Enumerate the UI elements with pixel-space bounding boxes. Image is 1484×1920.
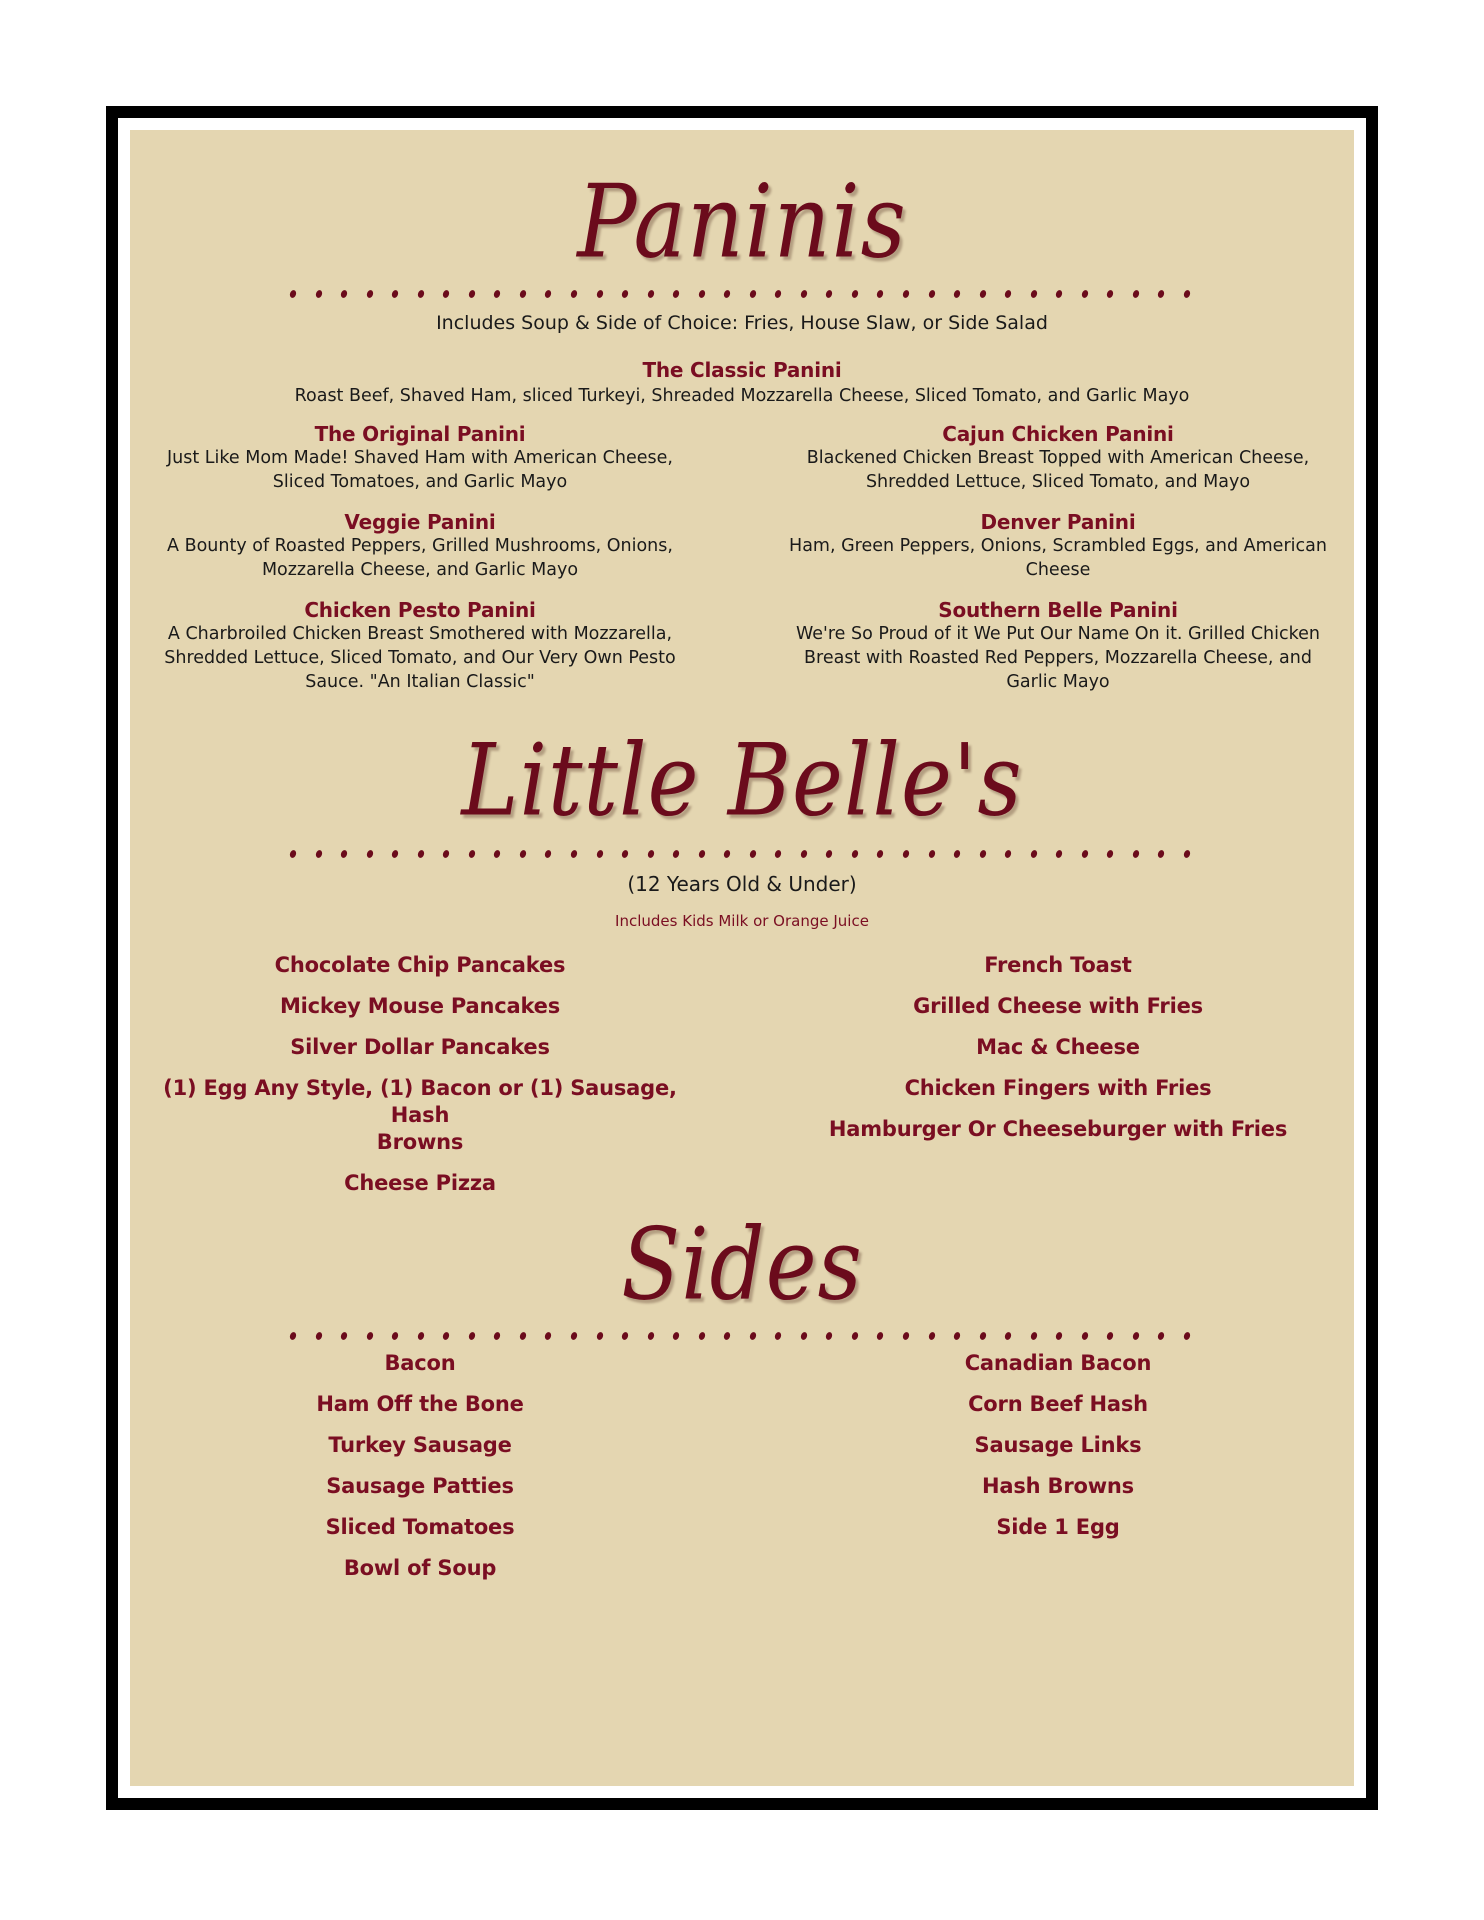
divider-dot bbox=[851, 1331, 859, 1341]
divider-dot bbox=[289, 1331, 297, 1341]
divider-dot bbox=[519, 289, 527, 299]
panini-desc: Ham, Green Peppers, Onions, Scrambled Eggs, and American bbox=[789, 536, 1327, 556]
panini-desc: A Bounty of Roasted Peppers, Grilled Mushrooms, Onions, bbox=[167, 536, 673, 556]
divider-dot bbox=[902, 289, 910, 299]
kids-menu-item: Silver Dollar Pancakes bbox=[290, 1035, 550, 1059]
divider-dot bbox=[595, 289, 603, 299]
kids-menu-item: Chocolate Chip Pancakes bbox=[274, 953, 566, 977]
divider-dot bbox=[468, 849, 476, 859]
divider-dot bbox=[1030, 289, 1038, 299]
divider-dot bbox=[1081, 849, 1089, 859]
panini-desc: Garlic Mayo bbox=[1006, 672, 1110, 692]
divider-dot bbox=[1132, 849, 1140, 859]
sides-right-column bbox=[778, 1350, 1338, 1541]
panini-desc: Sauce. "An Italian Classic" bbox=[305, 672, 535, 692]
divider-dot bbox=[340, 849, 348, 859]
side-item: Ham Off the Bone bbox=[316, 1392, 524, 1416]
panini-desc: Sliced Tomatoes, and Garlic Mayo bbox=[272, 472, 568, 492]
divider-dot bbox=[927, 849, 935, 859]
paninis-heading: Paninis bbox=[577, 162, 907, 281]
divider-dot bbox=[1132, 1331, 1140, 1341]
divider-dot bbox=[621, 1331, 629, 1341]
divider-dot bbox=[723, 289, 731, 299]
divider-dot bbox=[1081, 289, 1089, 299]
divider-dot bbox=[1030, 849, 1038, 859]
divider-dot bbox=[646, 849, 654, 859]
panini-item bbox=[140, 422, 700, 510]
panini-name: Southern Belle Panini bbox=[938, 598, 1178, 622]
divider-dot bbox=[1055, 1331, 1063, 1341]
panini-classic-desc: Roast Beef, Shaved Ham, sliced Turkeyi, Shreaded Mozzarella Cheese, Sliced Tomato, and Garlic Mayo bbox=[294, 386, 1190, 406]
kids-menu-item: Mickey Mouse Pancakes bbox=[279, 994, 561, 1018]
kids-menu-item-line: (1) Egg Any Style, (1) Bacon or (1) Sausage, Hash bbox=[163, 1076, 677, 1127]
divider-dot bbox=[953, 289, 961, 299]
divider-dot bbox=[1004, 849, 1012, 859]
panini-desc: Breast with Roasted Red Peppers, Mozzarella Cheese, and bbox=[804, 648, 1312, 668]
divider-dot bbox=[468, 1331, 476, 1341]
divider-dot bbox=[1004, 1331, 1012, 1341]
divider-dot bbox=[825, 849, 833, 859]
divider-dot bbox=[570, 849, 578, 859]
divider-dot bbox=[595, 1331, 603, 1341]
divider-dot bbox=[774, 289, 782, 299]
paninis-right-column bbox=[778, 422, 1338, 694]
divider-dot bbox=[1132, 289, 1140, 299]
kids-menu-item: French Toast bbox=[984, 953, 1132, 977]
little-belles-age-note: (12 Years Old & Under) bbox=[627, 872, 857, 896]
panini-desc: We're So Proud of it We Put Our Name On it. Grilled Chicken bbox=[795, 624, 1321, 644]
divider-dot bbox=[442, 289, 450, 299]
divider-dot bbox=[442, 849, 450, 859]
kids-menu-item: Chicken Fingers with Fries bbox=[904, 1076, 1212, 1100]
divider-dot bbox=[493, 1331, 501, 1341]
divider-dot bbox=[314, 289, 322, 299]
divider-dot bbox=[851, 849, 859, 859]
side-item: Turkey Sausage bbox=[328, 1433, 512, 1457]
divider-dot bbox=[876, 849, 884, 859]
divider-dot bbox=[1183, 1331, 1191, 1341]
divider-dot bbox=[570, 289, 578, 299]
divider-dot bbox=[1157, 1331, 1165, 1341]
side-item: Hash Browns bbox=[982, 1474, 1134, 1498]
panini-classic-name: The Classic Panini bbox=[642, 358, 842, 382]
divider-dot bbox=[417, 849, 425, 859]
panini-desc: Blackened Chicken Breast Topped with American Cheese, bbox=[806, 448, 1310, 468]
panini-name: Chicken Pesto Panini bbox=[304, 598, 536, 622]
panini-name: Denver Panini bbox=[980, 510, 1136, 534]
little-belles-drink-note: Includes Kids Milk or Orange Juice bbox=[615, 912, 869, 930]
divider-dot bbox=[493, 849, 501, 859]
panini-desc: Mozzarella Cheese, and Garlic Mayo bbox=[261, 560, 579, 580]
side-item: Sausage Patties bbox=[326, 1474, 514, 1498]
divider-dot bbox=[1081, 1331, 1089, 1341]
divider-dot bbox=[672, 289, 680, 299]
divider-dot bbox=[646, 289, 654, 299]
panini-desc: Cheese bbox=[1025, 560, 1091, 580]
panini-item bbox=[778, 422, 1338, 510]
divider-dot bbox=[314, 1331, 322, 1341]
side-item: Sliced Tomatoes bbox=[325, 1515, 515, 1539]
divider-dot bbox=[749, 849, 757, 859]
divider-dot bbox=[927, 1331, 935, 1341]
divider-dot bbox=[876, 1331, 884, 1341]
divider-dot bbox=[953, 849, 961, 859]
divider-dot bbox=[1183, 289, 1191, 299]
divider-dot bbox=[1030, 1331, 1038, 1341]
side-item: Corn Beef Hash bbox=[968, 1392, 1148, 1416]
divider-dot bbox=[340, 289, 348, 299]
little-belles-right-column bbox=[778, 952, 1338, 1143]
divider-dot bbox=[672, 1331, 680, 1341]
side-item: Bacon bbox=[384, 1351, 456, 1375]
divider-dot bbox=[595, 849, 603, 859]
divider-dot bbox=[493, 289, 501, 299]
kids-menu-item: Mac & Cheese bbox=[976, 1035, 1140, 1059]
paninis-left-column bbox=[140, 422, 700, 694]
divider-dot bbox=[1183, 849, 1191, 859]
divider-dot bbox=[697, 1331, 705, 1341]
divider-dot bbox=[800, 849, 808, 859]
divider-dot bbox=[621, 289, 629, 299]
kids-menu-item: Cheese Pizza bbox=[344, 1171, 496, 1195]
divider-dot bbox=[1055, 289, 1063, 299]
divider-dot bbox=[289, 849, 297, 859]
divider-dot bbox=[927, 289, 935, 299]
divider-dot bbox=[621, 849, 629, 859]
divider-dot bbox=[749, 289, 757, 299]
divider-dot bbox=[1157, 849, 1165, 859]
divider-dot bbox=[876, 289, 884, 299]
divider-dot bbox=[672, 849, 680, 859]
divider-dot bbox=[697, 289, 705, 299]
little-belles-heading: Little Belle's bbox=[461, 723, 1023, 839]
side-item: Sausage Links bbox=[974, 1433, 1142, 1457]
sides-left-column bbox=[140, 1350, 700, 1582]
paninis-dotted-divider bbox=[290, 290, 1190, 302]
divider-dot bbox=[365, 1331, 373, 1341]
divider-dot bbox=[544, 289, 552, 299]
divider-dot bbox=[1004, 289, 1012, 299]
little-belles-dotted-divider bbox=[290, 850, 1190, 862]
panini-item bbox=[778, 598, 1338, 694]
divider-dot bbox=[417, 289, 425, 299]
divider-dot bbox=[774, 1331, 782, 1341]
panini-name: Veggie Panini bbox=[344, 510, 496, 534]
divider-dot bbox=[289, 289, 297, 299]
divider-dot bbox=[365, 289, 373, 299]
divider-dot bbox=[825, 289, 833, 299]
divider-dot bbox=[800, 289, 808, 299]
divider-dot bbox=[953, 1331, 961, 1341]
divider-dot bbox=[442, 1331, 450, 1341]
side-item: Canadian Bacon bbox=[964, 1351, 1152, 1375]
paninis-includes-note: Includes Soup & Side of Choice: Fries, House Slaw, or Side Salad bbox=[436, 312, 1048, 334]
side-item: Side 1 Egg bbox=[996, 1515, 1120, 1539]
kids-menu-item: Grilled Cheese with Fries bbox=[913, 994, 1203, 1018]
divider-dot bbox=[544, 1331, 552, 1341]
divider-dot bbox=[902, 1331, 910, 1341]
panini-desc: A Charbroiled Chicken Breast Smothered with Mozzarella, bbox=[167, 624, 673, 644]
divider-dot bbox=[646, 1331, 654, 1341]
side-item: Bowl of Soup bbox=[343, 1556, 497, 1580]
panini-desc: Shredded Lettuce, Sliced Tomato, and Our Very Own Pesto bbox=[164, 648, 676, 668]
panini-name: Cajun Chicken Panini bbox=[942, 422, 1174, 446]
panini-item bbox=[140, 598, 700, 694]
divider-dot bbox=[519, 1331, 527, 1341]
divider-dot bbox=[1106, 1331, 1114, 1341]
panini-item bbox=[778, 510, 1338, 598]
divider-dot bbox=[749, 1331, 757, 1341]
kids-menu-item bbox=[140, 1075, 700, 1156]
divider-dot bbox=[978, 289, 986, 299]
divider-dot bbox=[723, 1331, 731, 1341]
divider-dot bbox=[1055, 849, 1063, 859]
sides-heading: Sides bbox=[621, 1207, 863, 1323]
little-belles-left-column bbox=[140, 952, 700, 1197]
divider-dot bbox=[978, 849, 986, 859]
divider-dot bbox=[544, 849, 552, 859]
divider-dot bbox=[417, 1331, 425, 1341]
panini-name: The Original Panini bbox=[314, 422, 526, 446]
divider-dot bbox=[825, 1331, 833, 1341]
kids-menu-item: Hamburger Or Cheeseburger with Fries bbox=[828, 1117, 1288, 1141]
divider-dot bbox=[697, 849, 705, 859]
divider-dot bbox=[314, 849, 322, 859]
panini-desc: Shredded Lettuce, Sliced Tomato, and Mayo bbox=[865, 472, 1251, 492]
divider-dot bbox=[365, 849, 373, 859]
divider-dot bbox=[1106, 289, 1114, 299]
divider-dot bbox=[340, 1331, 348, 1341]
divider-dot bbox=[391, 849, 399, 859]
divider-dot bbox=[1106, 849, 1114, 859]
divider-dot bbox=[723, 849, 731, 859]
divider-dot bbox=[978, 1331, 986, 1341]
divider-dot bbox=[800, 1331, 808, 1341]
divider-dot bbox=[774, 849, 782, 859]
divider-dot bbox=[391, 1331, 399, 1341]
divider-dot bbox=[519, 849, 527, 859]
divider-dot bbox=[1157, 289, 1165, 299]
panini-desc: Just Like Mom Made! Shaved Ham with American Cheese, bbox=[167, 448, 673, 468]
divider-dot bbox=[902, 849, 910, 859]
divider-dot bbox=[468, 289, 476, 299]
kids-menu-item-line: Browns bbox=[376, 1130, 464, 1154]
divider-dot bbox=[391, 289, 399, 299]
divider-dot bbox=[570, 1331, 578, 1341]
sides-dotted-divider bbox=[290, 1332, 1190, 1344]
panini-item bbox=[140, 510, 700, 598]
divider-dot bbox=[851, 289, 859, 299]
